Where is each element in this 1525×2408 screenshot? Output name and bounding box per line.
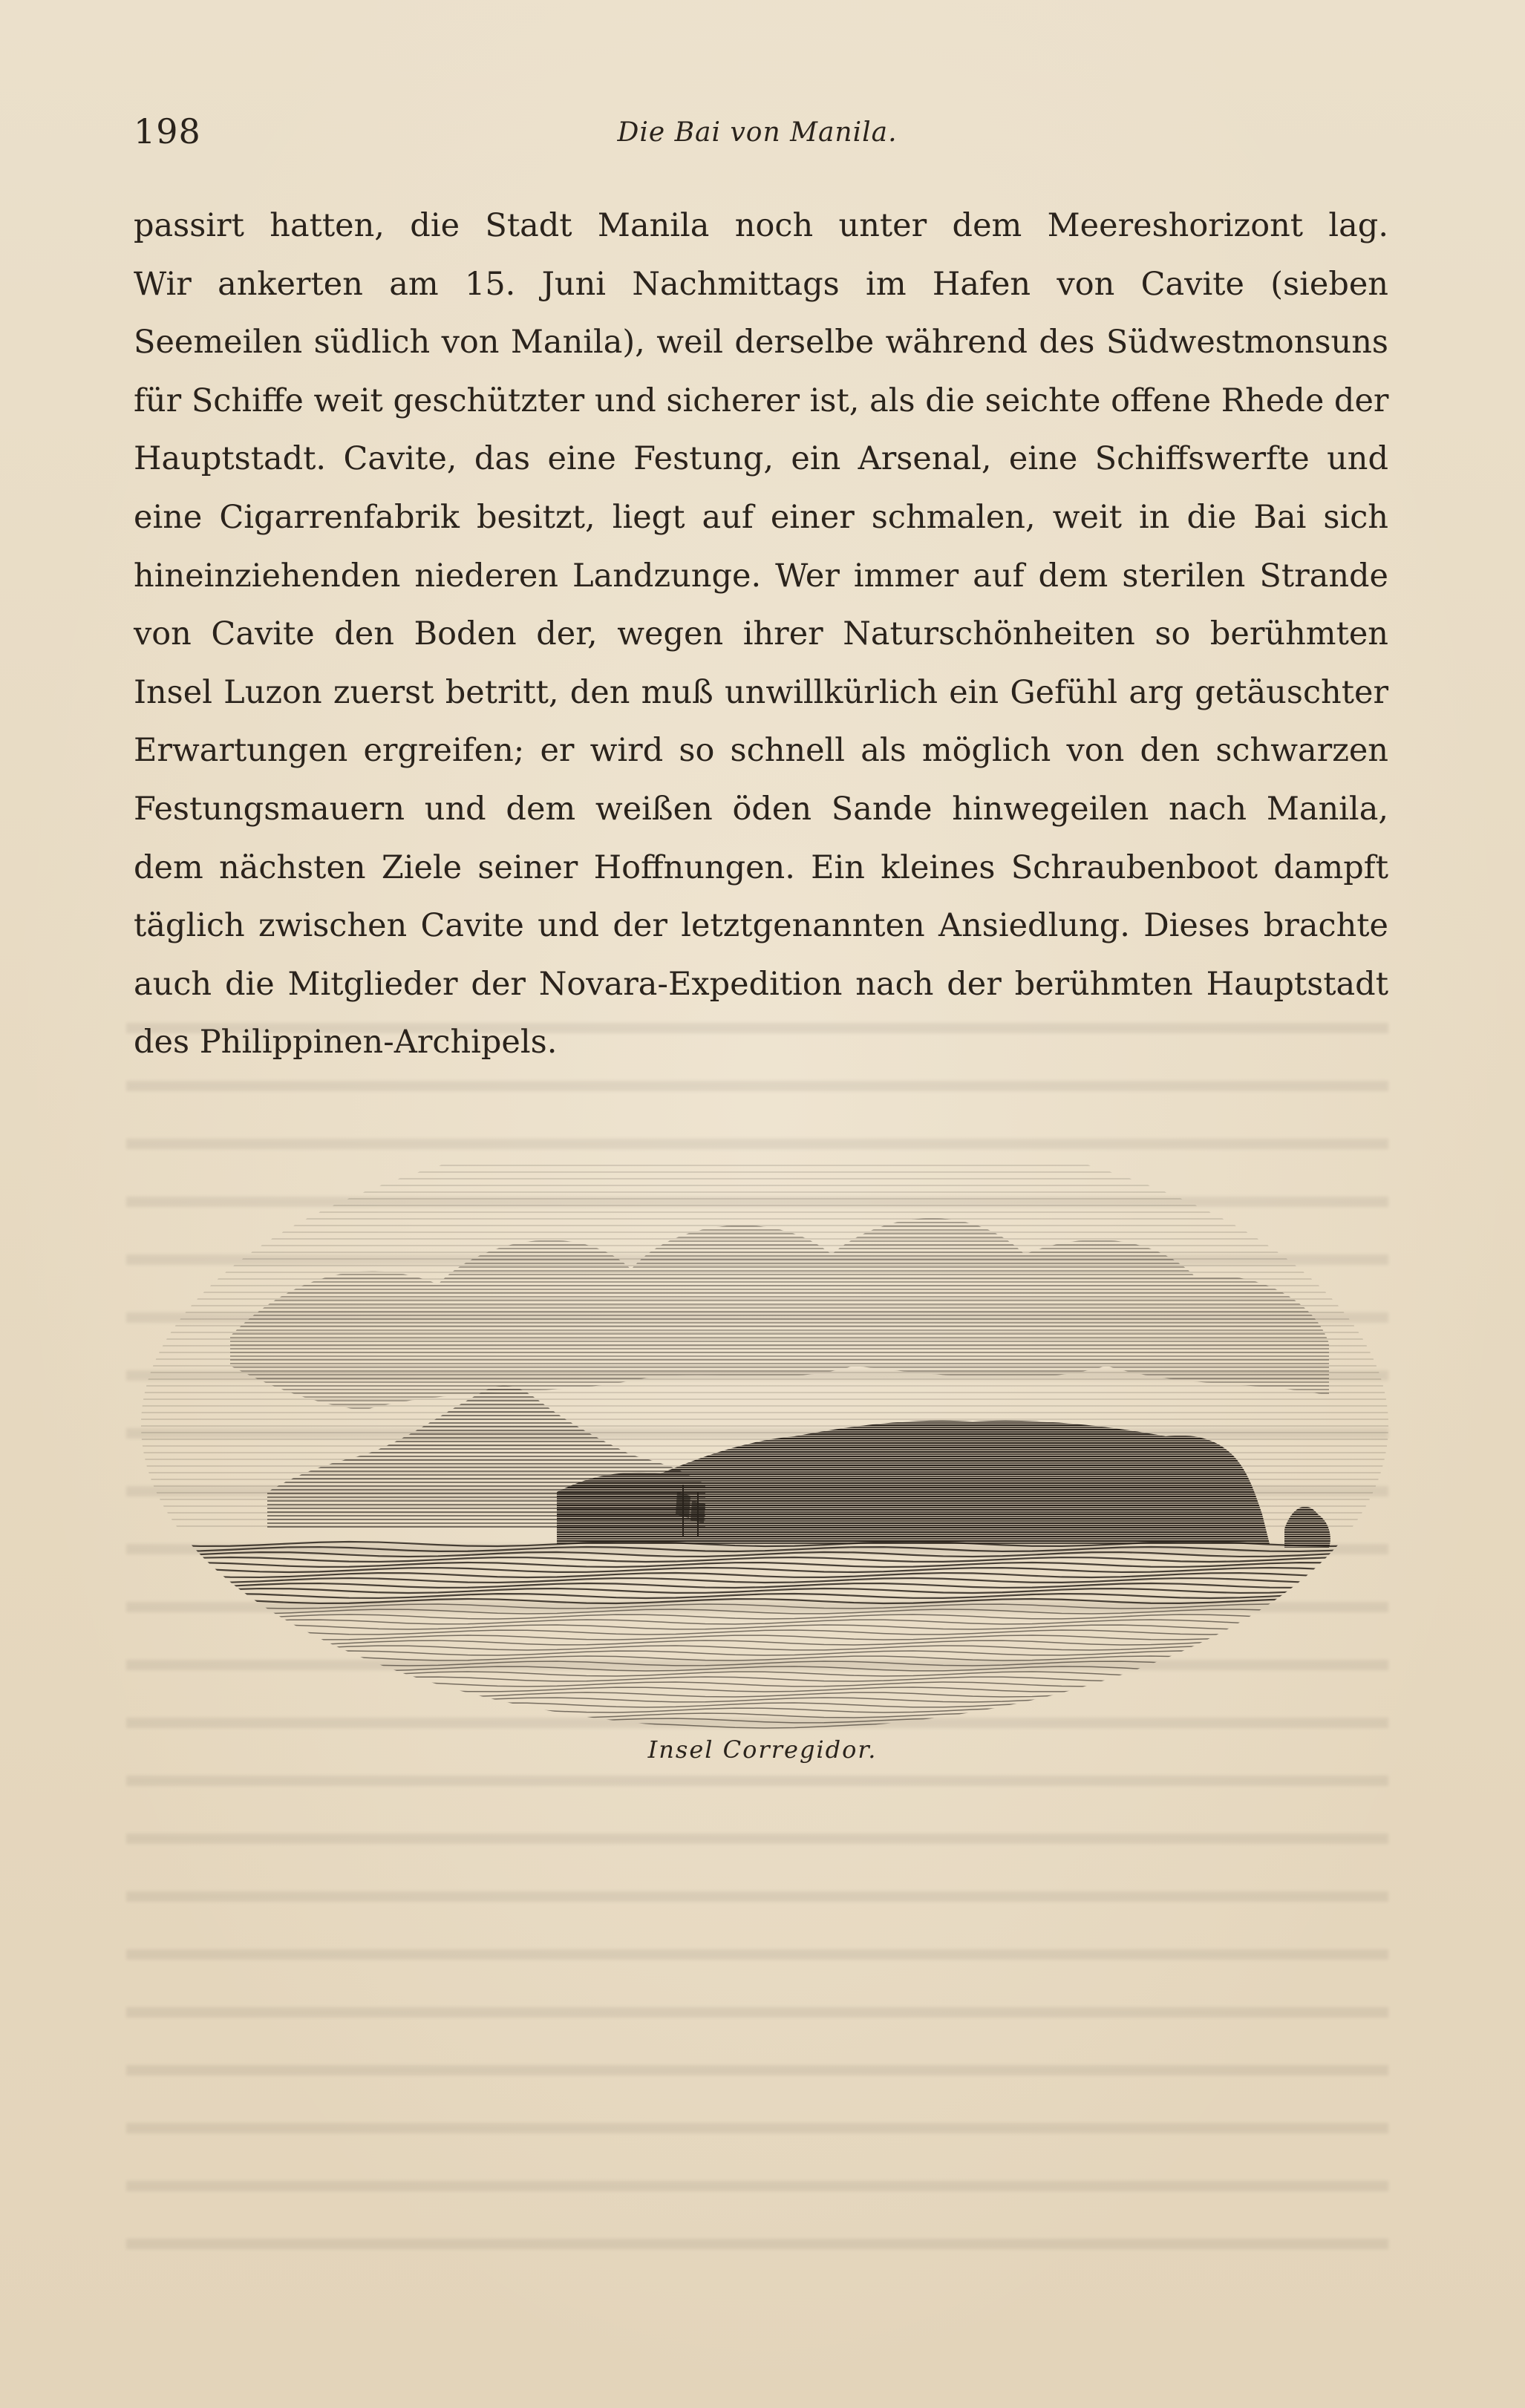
sea-hatching [141,1542,1388,1737]
text-line: täglich zwischen Cavite und der letztgenannten Ansiedlung. Dieses brachte [134,907,1388,945]
text-line: passirt hatten, die Stadt Manila noch unter dem Meereshorizont lag. [134,207,1388,244]
text-line: Wir ankerten am 15. Juni Nachmittags im Hafen von Cavite (sieben [134,265,1388,303]
text-line: Hauptstadt. Cavite, das eine Festung, ein Arsenal, eine Schiffswerfte und [134,440,1388,478]
page-number: 198 [134,111,201,151]
text-line: Festungsmauern und dem weißen öden Sande hinwegeilen nach Manila, [134,790,1388,828]
running-title: Die Bai von Manila. [617,117,898,148]
text-line: auch die Mitglieder der Novara-Expedition nach der berühmten Hauptstadt [134,965,1388,1003]
body-text [134,197,1388,1072]
text-line: des Philippinen-Archipels. [134,1024,558,1061]
text-line: für Schiffe weit geschützter und sicherer ist, als die seichte offene Rhede der [134,382,1389,419]
text-line: hineinziehenden niederen Landzunge. Wer immer auf dem sterilen Strande [134,557,1388,595]
text-line: Insel Luzon zuerst betritt, den muß unwillkürlich ein Gefühl arg getäuschter [134,673,1388,711]
text-line: dem nächsten Ziele seiner Hoffnungen. Ein kleines Schraubenboot dampft [134,848,1388,886]
page-header [126,111,1388,156]
figure-caption: Insel Corregidor. [647,1735,878,1764]
text-line: von Cavite den Boden der, wegen ihrer Naturschönheiten so berühmten [134,615,1388,653]
text-line: Seemeilen südlich von Manila), weil derselbe während des Südwestmonsuns [134,324,1388,361]
cloud-shading [230,1218,1329,1410]
corregidor-engraving [141,1143,1388,1737]
text-line: eine Cigarrenfabrik besitzt, liegt auf einer schmalen, weit in die Bai sich [134,498,1388,536]
engraving-illustration [141,1143,1388,1737]
text-line: Erwartungen ergreifen; er wird so schnell als möglich von den schwarzen [134,732,1388,770]
